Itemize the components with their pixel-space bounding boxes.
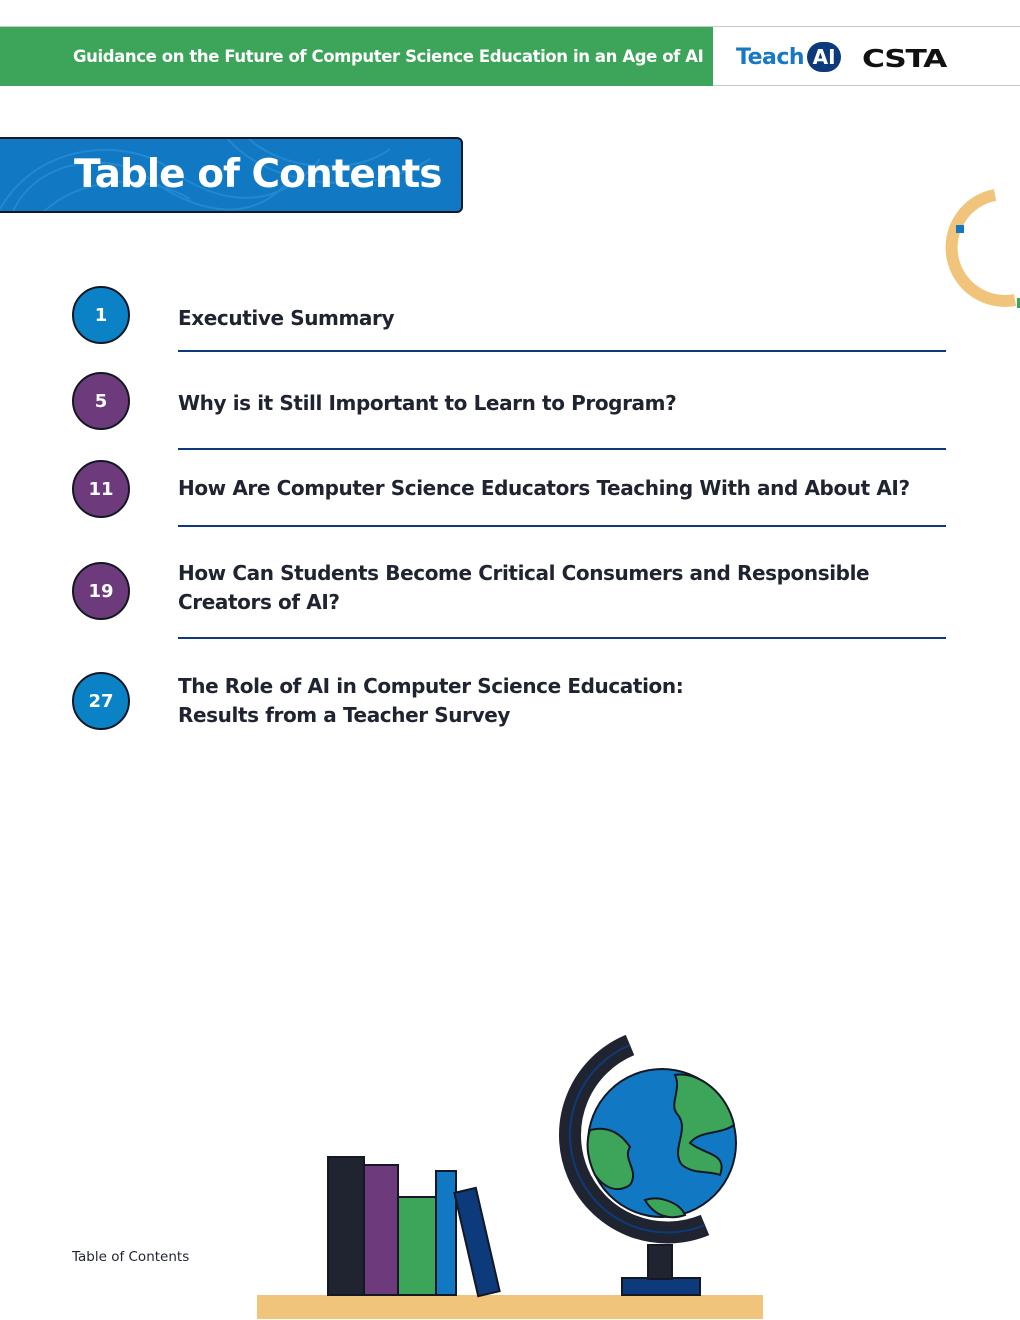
decorative-arc-icon — [940, 180, 1020, 310]
document-title: Guidance on the Future of Computer Science Education in an Age of AI — [73, 47, 704, 66]
header-band — [0, 27, 713, 86]
teachai-logo-badge: AI — [807, 42, 841, 72]
page-header — [0, 26, 1020, 86]
toc-entry-title[interactable]: Executive Summary — [178, 306, 395, 330]
books-and-globe-illustration — [250, 1035, 770, 1320]
page-number-badge: 27 — [72, 672, 130, 730]
toc-divider — [178, 448, 946, 450]
csta-logo: CSTA — [862, 44, 947, 73]
books-icon — [328, 1157, 500, 1296]
toc-divider — [178, 525, 946, 527]
page-number-badge: 19 — [72, 562, 130, 620]
page-number-badge: 5 — [72, 372, 130, 430]
globe-icon — [570, 1045, 736, 1295]
teachai-logo — [736, 41, 841, 73]
toc-entry-title[interactable]: How Are Computer Science Educators Teaching With and About AI? — [178, 476, 910, 500]
toc-divider — [178, 350, 946, 352]
teachai-logo-text: Teach — [736, 44, 805, 70]
toc-entry-title[interactable]: Why is it Still Important to Learn to Program? — [178, 391, 677, 415]
page-title: Table of Contents — [74, 152, 442, 197]
toc-entry-title-line-1[interactable]: How Can Students Become Critical Consumers and Responsible — [178, 561, 870, 585]
page-number-badge: 1 — [72, 286, 130, 344]
section-banner — [0, 137, 463, 213]
toc-entry-title-line-2[interactable]: Creators of AI? — [178, 590, 340, 614]
footer-section-label: Table of Contents — [72, 1249, 190, 1265]
shelf-icon — [257, 1295, 763, 1319]
page-number-badge: 11 — [72, 460, 130, 518]
toc-entry-title-line-2[interactable]: Results from a Teacher Survey — [178, 703, 511, 727]
toc-divider — [178, 637, 946, 639]
toc-entry-title-line-1[interactable]: The Role of AI in Computer Science Education: — [178, 674, 684, 698]
